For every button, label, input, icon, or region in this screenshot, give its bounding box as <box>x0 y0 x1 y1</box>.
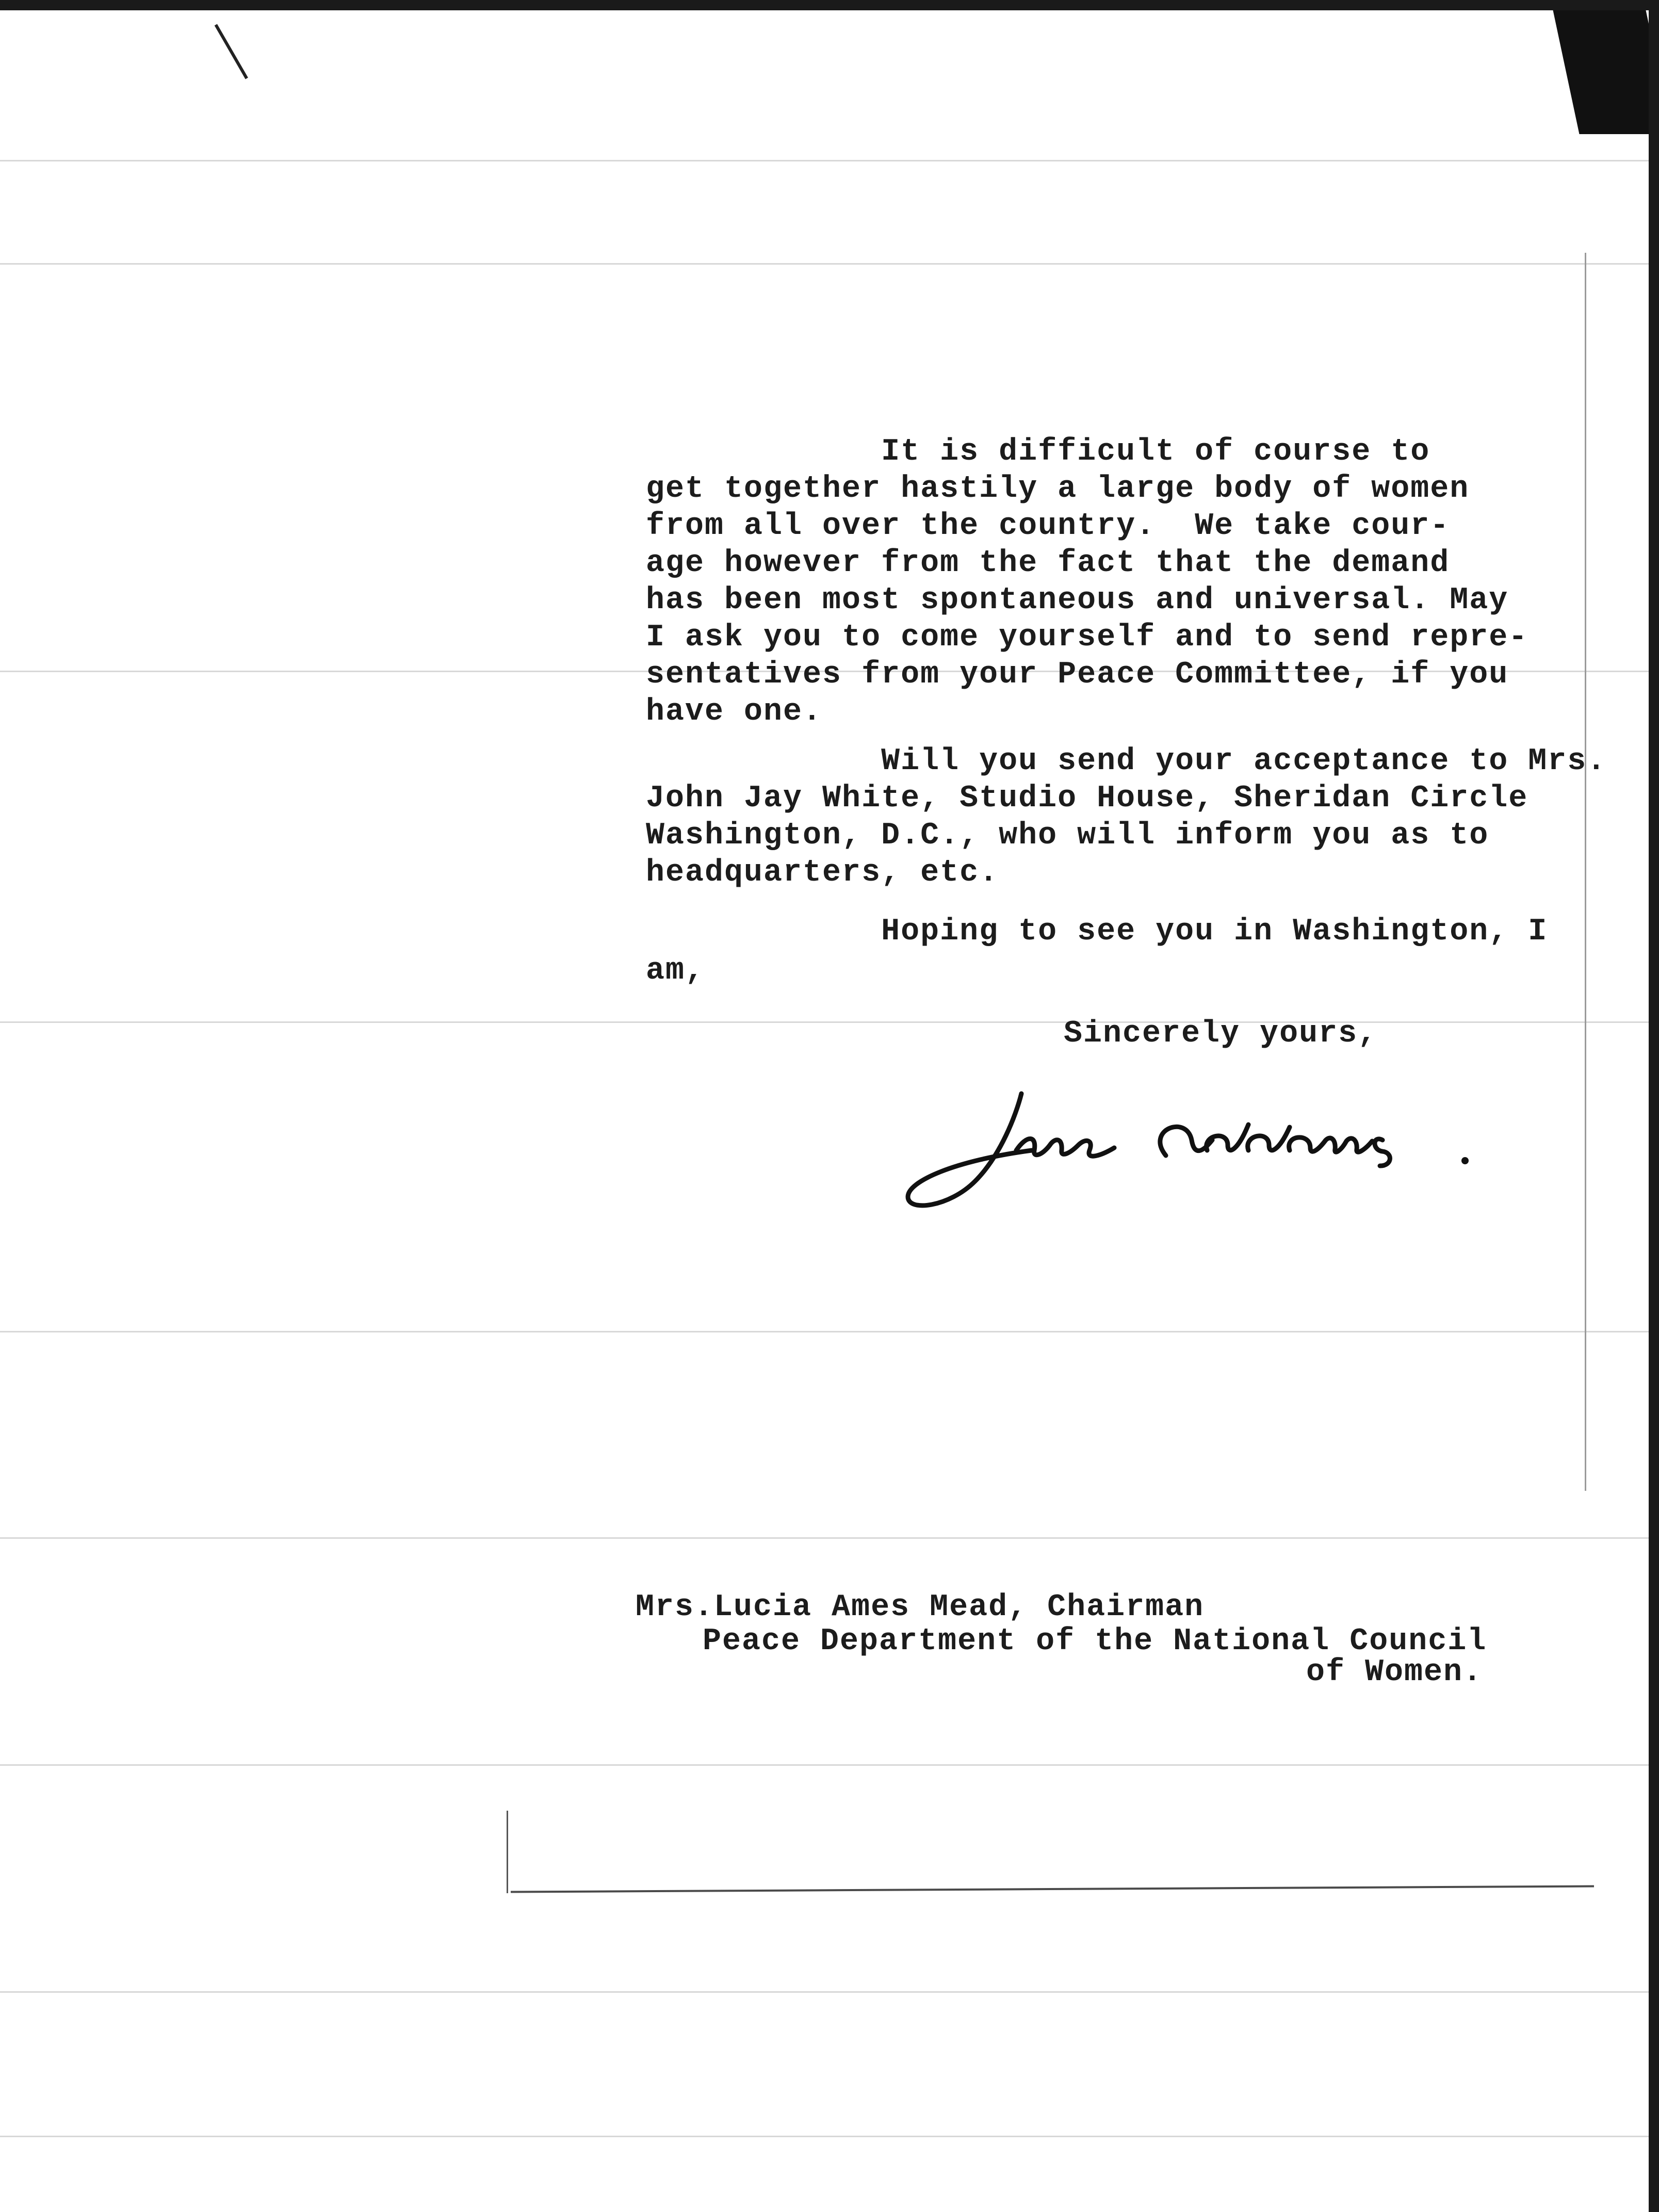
body-line: It is difficult of course to <box>646 434 1430 469</box>
addressee-organization: of Women. <box>1306 1655 1483 1690</box>
staple-mark <box>197 24 248 90</box>
scan-line <box>0 160 1649 161</box>
form-box-edge <box>507 1811 508 1893</box>
scan-line <box>0 1764 1649 1766</box>
body-line: has been most spontaneous and universal. May <box>646 583 1509 618</box>
addressee-name: Mrs.Lucia Ames Mead, Chairman <box>636 1590 1205 1625</box>
body-line: John Jay White, Studio House, Sheridan Circle <box>646 781 1528 816</box>
body-line: Washington, D.C., who will inform you as to <box>646 818 1489 853</box>
scan-line <box>0 2136 1649 2137</box>
scan-line <box>0 263 1649 265</box>
scan-line <box>0 1991 1649 1993</box>
form-box-line <box>511 1885 1594 1893</box>
signature <box>898 1083 1506 1217</box>
scan-line <box>0 1537 1649 1539</box>
closing: Sincerely yours, <box>1064 1016 1378 1051</box>
scan-line <box>0 1021 1649 1023</box>
letter-page <box>0 10 1649 2212</box>
body-line: get together hastily a large body of women <box>646 471 1470 507</box>
body-line: age however from the fact that the demand <box>646 546 1450 581</box>
signature-graphic <box>898 1083 1506 1217</box>
body-line: have one. <box>646 694 823 729</box>
body-line: Will you send your acceptance to Mrs. <box>646 744 1607 779</box>
body-line: sentatives from your Peace Committee, if you <box>646 657 1509 692</box>
body-line: am, <box>646 953 705 988</box>
body-line: headquarters, etc. <box>646 855 999 890</box>
body-line: I ask you to come yourself and to send repre- <box>646 620 1528 655</box>
addressee-department: Peace Department of the National Council <box>703 1624 1487 1659</box>
body-line: Hoping to see you in Washington, I <box>646 914 1548 949</box>
scan-line <box>0 1331 1649 1332</box>
body-line: from all over the country. We take cour- <box>646 509 1450 544</box>
margin-rule <box>1585 253 1586 1491</box>
scan-corner-shadow <box>1553 10 1649 134</box>
